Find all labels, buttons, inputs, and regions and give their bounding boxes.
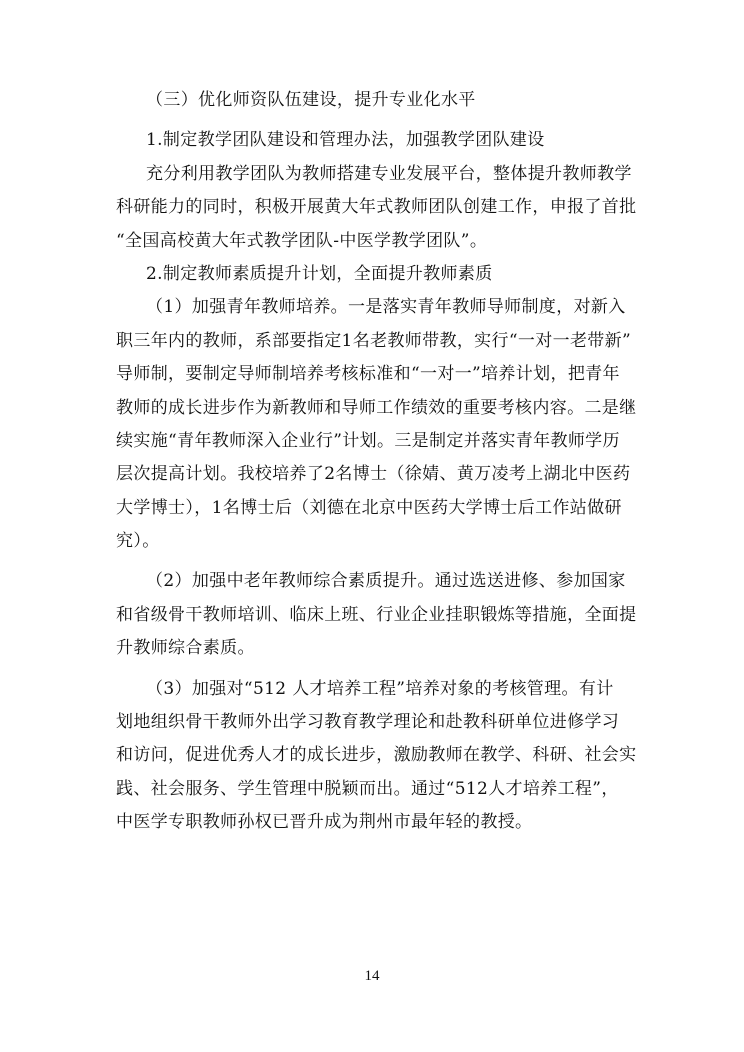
paragraph-line: 大学博士），1名博士后（刘德在北京中医药大学博士后工作站做研 [116,497,622,518]
paragraph-line: 和省级骨干教师培训、临床上班、行业企业挂职锻炼等措施，全面提 [116,604,637,625]
subsection-heading-2: 2.制定教师素质提升计划，全面提升教师素质 [146,263,493,284]
paragraph-line: 职三年内的教师，系部要指定1名老教师带教，实行“一对一老带新” [116,330,632,351]
paragraph-2 [116,291,636,558]
paragraph-line: 科研能力的同时，积极开展黄大年式教师团队创建工作，申报了首批 [116,197,637,218]
paragraph-3 [116,565,636,665]
paragraph-line: 层次提高计划。我校培养了2名博士（徐婧、黄万凌考上湖北中医药 [116,464,631,485]
paragraph-line: （3）加强对“512 人才培养工程”培养对象的考核管理。有计 [146,678,614,699]
paragraph-line: 践、社会服务、学生管理中脱颖而出。通过“512人才培养工程”， [116,778,619,799]
paragraph-4 [116,673,636,840]
paragraph-line: 教师的成长进步作为新教师和导师工作绩效的重要考核内容。二是继 [116,397,637,418]
paragraph-line: 充分利用教学团队为教师搭建专业发展平台，整体提升教师教学 [146,163,632,184]
paragraph-line: （1）加强青年教师培养。一是落实青年教师导师制度，对新入 [146,297,626,318]
page-number: 14 [364,968,380,984]
paragraph-line: （2）加强中老年教师综合素质提升。通过选送进修、参加国家 [146,571,626,592]
section-heading: （三）优化师资队伍建设，提升专业化水平 [146,90,476,110]
paragraph-line: 划地组织骨干教师外出学习教育教学理论和赴教科研单位进修学习 [116,712,620,733]
paragraph-line: 究）。 [116,531,160,552]
paragraph-line: 导师制，要制定导师制培养考核标准和“一对一”培养计划，把青年 [116,364,620,385]
paragraph-line: 中医学专职教师孙权已晋升成为荆州市最年轻的教授。 [116,812,533,833]
paragraph-line: 和访问，促进优秀人才的成长进步，激励教师在教学、科研、社会实 [116,745,637,766]
subsection-heading-1: 1.制定教学团队建设和管理办法，加强教学团队建设 [146,130,545,151]
document-body [116,84,636,840]
paragraph-1 [116,158,636,258]
paragraph-line: 升教师综合素质。 [116,638,255,659]
paragraph-line: 续实施“青年教师深入企业行”计划。三是制定并落实青年教师学历 [116,430,620,451]
paragraph-line: “全国高校黄大年式教学团队-中医学教学团队”。 [116,230,488,251]
